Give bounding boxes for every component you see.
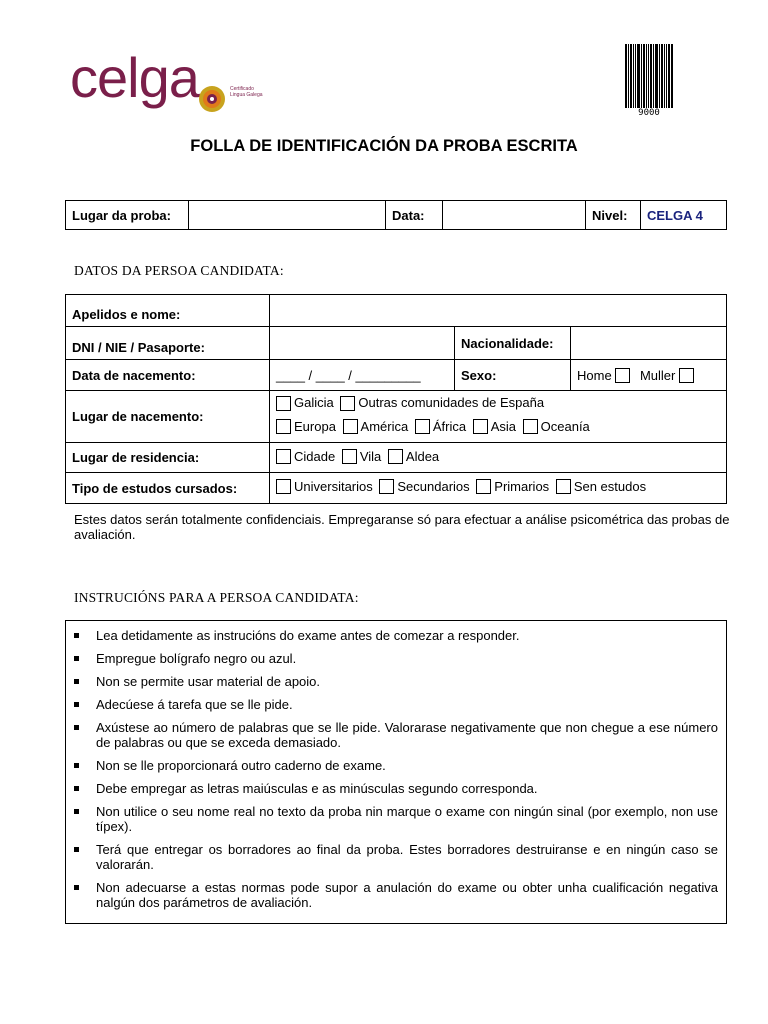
- checkbox-home[interactable]: [615, 368, 630, 383]
- checkbox-outras-comunidades[interactable]: [340, 396, 355, 411]
- confidentiality-note: Estes datos serán totalmente confidenciais. Empregaranse só para efectuar a análise psicométrica das probas de avaliación.: [74, 512, 730, 542]
- data-nacemento-field[interactable]: ____ / ____ / _________: [270, 360, 455, 391]
- list-item: Terá que entregar os borradores ao final da proba. Estes borradores destruiranse e en ningún caso se valorarán.: [66, 842, 718, 872]
- list-item: Lea detidamente as instrucións do exame antes de comezar a responder.: [66, 628, 718, 643]
- checkbox-secundarios[interactable]: [379, 479, 394, 494]
- section-persoa-heading: DATOS DA PERSOA CANDIDATA:: [74, 263, 284, 278]
- option-galicia: Galicia: [294, 395, 334, 410]
- bullet-icon: [74, 702, 79, 707]
- nacionalidade-label: Nacionalidade:: [455, 327, 571, 360]
- bullet-icon: [74, 633, 79, 638]
- data-label: Data:: [386, 201, 443, 230]
- barcode-number: 9000: [638, 108, 660, 118]
- list-item: Non adecuarse a estas normas pode supor a anulación do exame ou obter unha cualificación negativa nalgún dos parámetros de avaliación.: [66, 880, 718, 910]
- data-nacemento-label: Data de nacemento:: [66, 360, 270, 391]
- list-item: Debe empregar as letras maiúsculas e as minúsculas segundo corresponda.: [66, 781, 718, 796]
- checkbox-asia[interactable]: [473, 419, 488, 434]
- logo-subtitle: Certificado Lingua Galega: [230, 86, 263, 98]
- option-primarios: Primarios: [494, 479, 550, 494]
- exam-info-table: [65, 200, 727, 230]
- checkbox-galicia[interactable]: [276, 396, 291, 411]
- data-field[interactable]: [443, 201, 586, 230]
- instructions-list: [66, 621, 726, 910]
- option-america: América: [360, 418, 409, 434]
- page-title: FOLLA DE IDENTIFICACIÓN DA PROBA ESCRITA: [190, 137, 578, 155]
- sexo-muller: Muller: [640, 368, 697, 383]
- checkbox-vila[interactable]: [342, 449, 357, 464]
- list-item: Non utilice o seu nome real no texto da proba nin marque o exame con ningún sinal (por exemplo, non use típex).: [66, 804, 718, 834]
- bullet-icon: [74, 679, 79, 684]
- option-universitarios: Universitarios: [294, 479, 373, 494]
- nacionalidade-field[interactable]: [571, 327, 727, 360]
- bullet-icon: [74, 656, 79, 661]
- bullet-icon: [74, 786, 79, 791]
- sexo-options: [571, 360, 727, 391]
- checkbox-universitarios[interactable]: [276, 479, 291, 494]
- option-europa: Europa: [294, 418, 336, 434]
- list-item: Non se lle proporcionará outro caderno de exame.: [66, 758, 718, 773]
- logo-circles-icon: [198, 82, 230, 114]
- checkbox-cidade[interactable]: [276, 449, 291, 464]
- bullet-icon: [74, 763, 79, 768]
- checkbox-africa[interactable]: [415, 419, 430, 434]
- bullet-icon: [74, 725, 79, 730]
- option-oceania: Oceanía: [540, 418, 590, 434]
- instructions-box: [65, 620, 727, 924]
- bullet-icon: [74, 847, 79, 852]
- list-item: Adecúese á tarefa que se lle pide.: [66, 697, 718, 712]
- option-asia: Asia: [490, 418, 517, 434]
- estudos-label: Tipo de estudos cursados:: [66, 473, 270, 504]
- celga-logo: [70, 46, 263, 122]
- option-africa: África: [432, 418, 467, 434]
- estudos-options: [270, 473, 727, 504]
- bullet-icon: [74, 885, 79, 890]
- checkbox-america[interactable]: [343, 419, 358, 434]
- option-vila: Vila: [359, 448, 382, 464]
- lugar-proba-label: Lugar da proba:: [66, 201, 189, 230]
- option-outras-comunidades: Outras comunidades de España: [358, 395, 545, 410]
- checkbox-aldea[interactable]: [388, 449, 403, 464]
- option-sen-estudos: Sen estudos: [573, 479, 647, 494]
- sexo-home: Home: [577, 368, 633, 383]
- dni-field[interactable]: [270, 327, 455, 360]
- list-item: Axústese ao número de palabras que se lle pide. Valorarase negativamente que non chegue a ese número de palabras ou que se exceda demasiado.: [66, 720, 718, 750]
- checkbox-sen-estudos[interactable]: [556, 479, 571, 494]
- list-item: Empregue bolígrafo negro ou azul.: [66, 651, 718, 666]
- lugar-nacemento-options: [270, 391, 727, 443]
- logo-wordmark: celga: [70, 46, 199, 109]
- candidate-data-table: [65, 294, 727, 504]
- checkbox-primarios[interactable]: [476, 479, 491, 494]
- checkbox-muller[interactable]: [679, 368, 694, 383]
- barcode-icon: [625, 44, 673, 108]
- nivel-label: Nivel:: [586, 201, 641, 230]
- checkbox-oceania[interactable]: [523, 419, 538, 434]
- lugar-residencia-options: [270, 443, 727, 473]
- lugar-residencia-label: Lugar de residencia:: [66, 443, 270, 473]
- option-cidade: Cidade: [294, 448, 336, 464]
- nivel-value: CELGA 4: [641, 201, 727, 230]
- lugar-proba-field[interactable]: [189, 201, 386, 230]
- section-instr-heading: INSTRUCIÓNS PARA A PERSOA CANDIDATA:: [74, 590, 359, 605]
- dni-label: DNI / NIE / Pasaporte:: [66, 327, 270, 360]
- apelidos-label: Apelidos e nome:: [66, 295, 270, 327]
- sexo-label: Sexo:: [455, 360, 571, 391]
- checkbox-europa[interactable]: [276, 419, 291, 434]
- option-aldea: Aldea: [405, 448, 440, 464]
- option-secundarios: Secundarios: [397, 479, 470, 494]
- bullet-icon: [74, 809, 79, 814]
- lugar-nacemento-label: Lugar de nacemento:: [66, 391, 270, 443]
- list-item: Non se permite usar material de apoio.: [66, 674, 718, 689]
- apelidos-field[interactable]: [270, 295, 727, 327]
